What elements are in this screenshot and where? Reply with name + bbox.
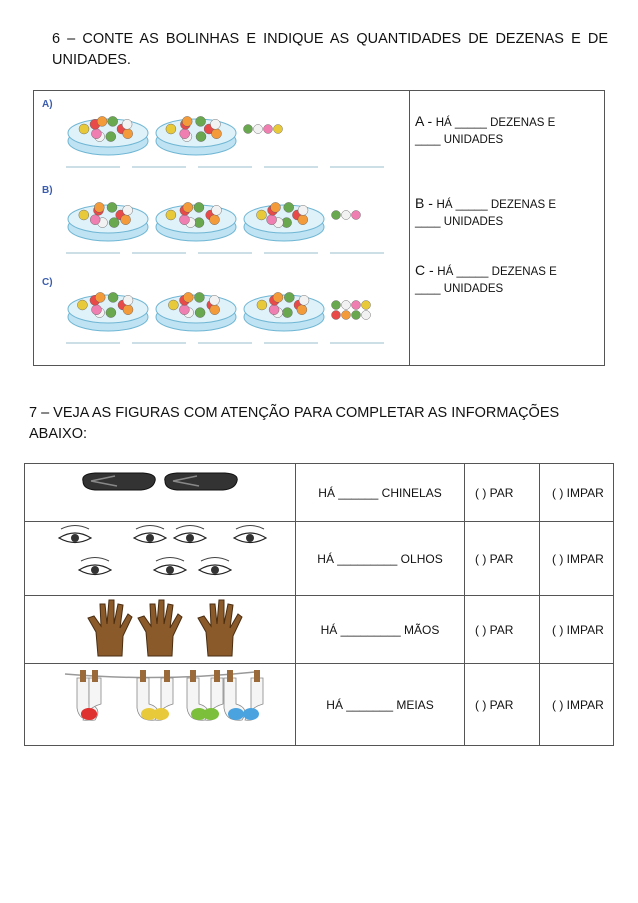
table-row xyxy=(25,664,614,746)
row-4-text[interactable]: HÁ _______ MEIAS xyxy=(296,664,465,746)
ball-shape xyxy=(362,311,371,320)
ball-shape xyxy=(77,300,87,310)
ball-shape xyxy=(180,129,190,139)
ball-shape xyxy=(123,305,133,315)
row-2-impar-option[interactable]: ( ) IMPAR xyxy=(540,522,614,596)
eyebrow-shape xyxy=(136,526,164,530)
socks-cell xyxy=(25,664,296,746)
table-row xyxy=(25,596,614,664)
column-divider xyxy=(409,91,410,365)
ball-shape xyxy=(244,125,253,134)
ball-shape xyxy=(342,211,351,220)
question-7-title: 7 – VEJA AS FIGURAS COM ATENÇÃO PARA COMPLETAR AS INFORMAÇÕES ABAIXO: xyxy=(29,405,560,442)
answer-b xyxy=(415,195,556,228)
ball-shape xyxy=(264,125,273,134)
ball-shape xyxy=(284,292,294,302)
ball-shape xyxy=(196,132,206,142)
ball-shape xyxy=(332,211,341,220)
eyebrow-shape xyxy=(61,526,89,530)
ball-shape xyxy=(212,129,222,139)
clothespin-shape xyxy=(227,670,233,682)
ball-shape xyxy=(282,308,292,318)
answer-a-line2[interactable]: ____ UNIDADES xyxy=(415,134,504,146)
ball-shape xyxy=(342,301,351,310)
row-3-impar-option[interactable]: ( ) IMPAR xyxy=(540,596,614,664)
table-row xyxy=(25,522,614,596)
ball-shape xyxy=(194,202,204,212)
ball-shape xyxy=(271,202,281,212)
clothespin-shape xyxy=(80,670,86,682)
ball-shape xyxy=(212,205,222,215)
eyebrow-shape xyxy=(156,558,184,562)
image-label-b: B) xyxy=(42,185,53,196)
eyebrow-shape xyxy=(81,558,109,562)
socks-clothesline-icon xyxy=(25,664,295,742)
eye-pupil-shape xyxy=(211,566,219,574)
ball-shape xyxy=(108,116,118,126)
ball-shape xyxy=(166,124,176,134)
answer-a-letter: A - xyxy=(415,113,433,129)
table-row xyxy=(25,464,614,522)
ball-shape xyxy=(352,301,361,310)
answer-c-letter: C - xyxy=(415,262,434,278)
eyes-icon xyxy=(25,522,295,592)
ball-shape xyxy=(79,124,89,134)
clothespin-shape xyxy=(140,670,146,682)
ball-shape xyxy=(94,202,104,212)
clothespin-shape xyxy=(254,670,260,682)
ball-shape xyxy=(109,218,119,228)
ball-shape xyxy=(352,311,361,320)
answer-a xyxy=(415,113,555,146)
ball-shape xyxy=(342,311,351,320)
eye-pupil-shape xyxy=(166,566,174,574)
clothespin-shape xyxy=(214,670,220,682)
answer-c xyxy=(415,262,557,295)
ball-shape xyxy=(254,125,263,134)
sock-toe-shape xyxy=(243,708,259,720)
answer-a-line1[interactable]: HÁ _____ DEZENAS E xyxy=(435,117,556,129)
row-4-impar-option[interactable]: ( ) IMPAR xyxy=(540,664,614,746)
flip-flops-icon xyxy=(25,464,295,518)
ball-shape xyxy=(195,308,205,318)
ball-shape xyxy=(257,300,267,310)
sock-toe-shape xyxy=(203,708,219,720)
eye-pupil-shape xyxy=(146,534,154,542)
answer-b-line2[interactable]: ____ UNIDADES xyxy=(415,216,504,228)
row-3-text[interactable]: HÁ _________ MÃOS xyxy=(296,596,465,664)
ball-shape xyxy=(106,132,116,142)
row-1-impar-option[interactable]: ( ) IMPAR xyxy=(540,464,614,522)
eyes-cell xyxy=(25,522,296,596)
row-2-par-option[interactable]: ( ) PAR xyxy=(465,522,540,596)
clothespin-shape xyxy=(190,670,196,682)
ball-shape xyxy=(332,301,341,310)
ball-shape xyxy=(121,215,131,225)
ball-shape xyxy=(123,295,133,305)
ball-shape xyxy=(209,295,219,305)
ball-shape xyxy=(183,292,193,302)
ball-shape xyxy=(182,116,192,126)
ball-shape xyxy=(92,305,102,315)
clothespin-shape xyxy=(164,670,170,682)
ball-shape xyxy=(97,116,107,126)
ball-shape xyxy=(180,215,190,225)
ball-shape xyxy=(166,210,176,220)
answer-b-letter: B - xyxy=(415,195,433,211)
ball-shape xyxy=(107,202,117,212)
ball-shape xyxy=(210,305,220,315)
image-label-a: A) xyxy=(42,99,53,110)
ball-shape xyxy=(196,116,206,126)
sock-toe-shape xyxy=(228,708,244,720)
answer-c-line2[interactable]: ____ UNIDADES xyxy=(415,283,504,295)
row-1-text[interactable]: HÁ ______ CHINELAS xyxy=(296,464,465,522)
sock-toe-shape xyxy=(153,708,169,720)
eyebrow-shape xyxy=(201,558,229,562)
ball-shape xyxy=(257,210,267,220)
row-3-par-option[interactable]: ( ) PAR xyxy=(465,596,540,664)
question-7-table xyxy=(24,463,614,746)
eye-pupil-shape xyxy=(91,566,99,574)
ball-shape xyxy=(194,292,204,302)
hands-icon xyxy=(25,596,295,660)
ball-shape xyxy=(298,215,308,225)
sock-toe-shape xyxy=(81,708,97,720)
clothespin-shape xyxy=(92,670,98,682)
ball-shape xyxy=(123,205,133,215)
row-1-par-option[interactable]: ( ) PAR xyxy=(465,464,540,522)
row-4-par-option[interactable]: ( ) PAR xyxy=(465,664,540,746)
ball-shape xyxy=(274,125,283,134)
ball-shape xyxy=(79,210,89,220)
eyebrow-shape xyxy=(236,526,264,530)
ball-shape xyxy=(210,215,220,225)
hands-cell xyxy=(25,596,296,664)
ball-shape xyxy=(123,129,133,139)
ball-shape xyxy=(352,211,361,220)
hand-shape xyxy=(198,600,242,656)
flip-flops-cell xyxy=(25,464,296,522)
ball-shape xyxy=(267,215,277,225)
ball-shape xyxy=(90,215,100,225)
eye-pupil-shape xyxy=(71,534,79,542)
ball-shape xyxy=(299,295,309,305)
ball-shape xyxy=(168,300,178,310)
eye-pupil-shape xyxy=(186,534,194,542)
hand-shape xyxy=(138,600,182,656)
ball-shape xyxy=(108,292,118,302)
question-6-box xyxy=(33,90,605,366)
ball-shape xyxy=(210,119,220,129)
eye-pupil-shape xyxy=(246,534,254,542)
ball-shape xyxy=(179,305,189,315)
row-2-text[interactable]: HÁ _________ OLHOS xyxy=(296,522,465,596)
answer-b-line1[interactable]: HÁ _____ DEZENAS E xyxy=(436,199,557,211)
answer-c-line1[interactable]: HÁ _____ DEZENAS E xyxy=(437,266,557,278)
question-6-title: 6 – CONTE AS BOLINHAS E INDIQUE AS QUANTIDADES DE DEZENAS E DE UNIDADES. xyxy=(52,31,608,68)
ball-shape xyxy=(298,205,308,215)
ball-shape xyxy=(297,305,307,315)
ball-shape xyxy=(95,292,105,302)
eyebrow-shape xyxy=(176,526,204,530)
ball-shape xyxy=(183,202,193,212)
ball-shape xyxy=(273,292,283,302)
ball-shape xyxy=(269,305,279,315)
ball-shape xyxy=(91,129,101,139)
ball-shape xyxy=(284,202,294,212)
ball-shape xyxy=(362,301,371,310)
ball-shape xyxy=(332,311,341,320)
counting-balls-illustration xyxy=(36,93,406,363)
image-label-c: C) xyxy=(42,277,53,288)
ball-shape xyxy=(106,308,116,318)
hand-shape xyxy=(88,600,132,656)
ball-shape xyxy=(122,119,132,129)
